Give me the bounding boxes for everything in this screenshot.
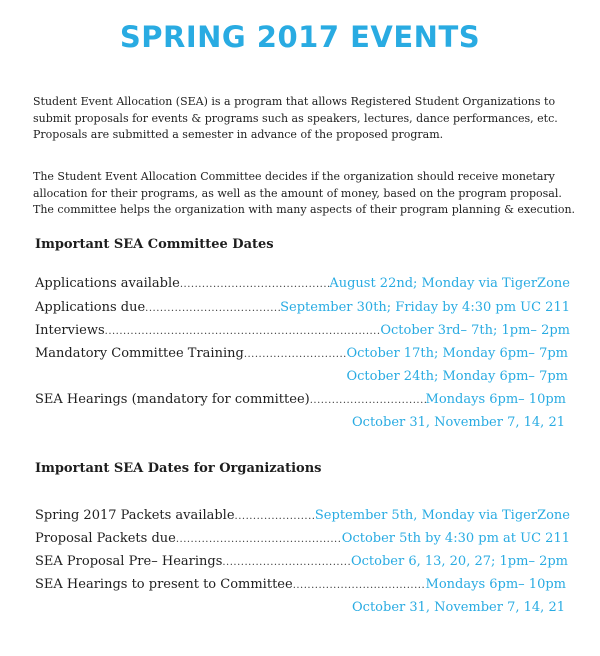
- intro-line: The Student Event Allocation Committee decides if the organization should receive monetary: [33, 170, 555, 183]
- date-value: Mondays 6pm– 10pm: [425, 392, 566, 407]
- date-row: [35, 531, 570, 551]
- intro-paragraph-2: [33, 169, 593, 219]
- committee-dates-heading: Important SEA Committee Dates: [35, 237, 274, 252]
- date-label: Applications available: [35, 276, 180, 291]
- dot-leader: [176, 534, 342, 545]
- date-label: SEA Hearings (mandatory for committee): [35, 392, 310, 407]
- intro-line: Proposals are submitted a semester in advance of the proposed program.: [33, 128, 444, 141]
- date-row: [35, 508, 570, 528]
- date-row: [35, 554, 568, 574]
- dot-leader: [145, 303, 280, 314]
- date-value-continued: October 31, November 7, 14, 21: [352, 415, 565, 430]
- date-value: October 6, 13, 20, 27; 1pm– 2pm: [350, 554, 568, 569]
- intro-line: allocation for their programs, as well as the amount of money, based on the program proposal.: [33, 186, 562, 200]
- date-value: October 3rd– 7th; 1pm– 2pm: [380, 323, 570, 338]
- date-row: [35, 392, 566, 412]
- organization-dates-heading: Important SEA Dates for Organizations: [35, 461, 322, 476]
- intro-paragraph-1: [33, 94, 593, 144]
- date-label: Interviews: [35, 323, 105, 338]
- date-value-continued: October 31, November 7, 14, 21: [352, 600, 565, 615]
- dot-leader: [105, 326, 381, 337]
- date-value: Mondays 6pm– 10pm: [425, 577, 566, 592]
- dot-leader: [310, 395, 426, 406]
- date-row: [35, 577, 566, 597]
- date-row: [35, 300, 570, 320]
- dot-leader: [293, 580, 426, 591]
- intro-line: Student Event Allocation (SEA) is a program that allows Registered Student Organizations to: [33, 95, 556, 108]
- date-value: September 30th; Friday by 4:30 pm UC 211: [280, 300, 570, 315]
- intro-line: submit proposals for events & programs such as speakers, lectures, dance performances, etc.: [33, 111, 558, 125]
- date-label: Proposal Packets due: [35, 531, 176, 546]
- dot-leader: [235, 511, 315, 522]
- date-row: [35, 276, 570, 296]
- date-value: September 5th, Monday via TigerZone: [314, 508, 570, 523]
- date-label: SEA Hearings to present to Committee: [35, 577, 293, 592]
- date-label: Spring 2017 Packets available: [35, 508, 235, 523]
- dot-leader: [180, 279, 329, 290]
- date-label: Mandatory Committee Training: [35, 346, 244, 361]
- date-value: August 22nd; Monday via TigerZone: [329, 276, 570, 291]
- date-row: [35, 323, 570, 343]
- dot-leader: [222, 557, 351, 568]
- page-title: SPRING 2017 EVENTS: [119, 20, 481, 54]
- intro-line: The committee helps the organization with many aspects of their program planning & execution.: [33, 203, 576, 216]
- date-value: October 5th by 4:30 pm at UC 211: [341, 531, 570, 546]
- date-label: Applications due: [35, 300, 146, 315]
- date-row: [35, 346, 568, 366]
- date-label: SEA Proposal Pre– Hearings: [35, 554, 223, 569]
- date-value-continued: October 24th; Monday 6pm– 7pm: [346, 369, 568, 384]
- date-value: October 17th; Monday 6pm– 7pm: [346, 346, 568, 361]
- dot-leader: [244, 349, 347, 360]
